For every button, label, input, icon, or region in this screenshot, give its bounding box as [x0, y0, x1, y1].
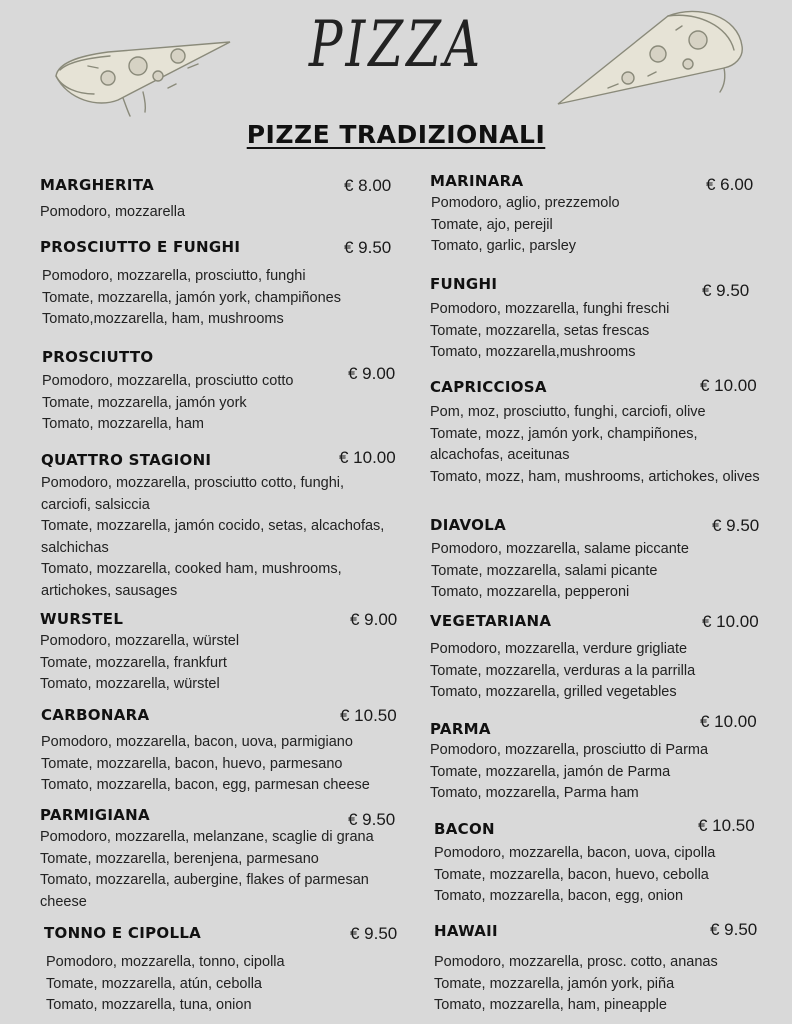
item-price: € 9.50: [702, 281, 750, 300]
item-price: € 9.50: [712, 516, 760, 535]
item-description: Pomodoro, mozzarella, salame piccante Tomate, mozzarella, salami picante Tomato, mozzarella, pepperoni: [431, 541, 689, 600]
item-price: € 9.00: [350, 610, 398, 629]
item-description: Pomodoro, aglio, prezzemolo Tomate, ajo, perejil Tomato, garlic, parsley: [431, 195, 620, 254]
item-name: TONNO E CIPOLLA: [44, 924, 202, 942]
item-price: € 9.50: [344, 238, 392, 257]
item-description: Pomodoro, mozzarella, prosciutto cotto, funghi, carciofi, salsiccia Tomate, mozzarella, jamón cocido, setas, alcachofas, salchichas Tomato, mozzarella, cooked ham, mushrooms, artichokes, sausages: [41, 475, 385, 599]
item-price: € 10.00: [700, 376, 757, 395]
item-name: PARMA: [430, 720, 491, 738]
item-name: CARBONARA: [41, 706, 150, 724]
item-description: Pomodoro, mozzarella, prosciutto cotto Tomate, mozzarella, jamón york Tomato, mozzarella, ham: [42, 373, 294, 432]
item-description: Pomodoro, mozzarella, prosciutto, funghi Tomate, mozzarella, jamón york, champiñones Tomato,mozzarella, ham, mushrooms: [42, 268, 341, 327]
item-price: € 9.50: [348, 810, 396, 829]
item-description: Pomodoro, mozzarella, bacon, uova, parmigiano Tomate, mozzarella, bacon, huevo, parmesano Tomato, mozzarella, bacon, egg, parmesan cheese: [41, 734, 370, 793]
item-price: € 10.00: [700, 712, 757, 731]
item-description: Pomodoro, mozzarella, verdure grigliate Tomate, mozzarella, verduras a la parrilla Tomato, mozzarella, grilled vegetables: [430, 641, 696, 700]
item-name: WURSTEL: [40, 610, 124, 628]
item-price: € 10.50: [698, 816, 755, 835]
item-price: € 9.00: [348, 364, 396, 383]
item-description: Pomodoro, mozzarella, würstel Tomate, mozzarella, frankfurt Tomato, mozzarella, würstel: [40, 633, 240, 692]
item-name: QUATTRO STAGIONI: [41, 451, 212, 469]
item-price: € 9.50: [350, 924, 398, 943]
item-name: MARINARA: [430, 172, 524, 190]
item-name: MARGHERITA: [40, 176, 155, 194]
item-price: € 9.50: [710, 920, 758, 939]
item-price: € 10.50: [340, 706, 397, 725]
item-description: Pomodoro, mozzarella, funghi freschi Tomate, mozzarella, setas frescas Tomato, mozzarella,mushrooms: [430, 301, 670, 360]
item-name: PROSCIUTTO: [42, 348, 154, 366]
menu-title: PIZZA: [308, 8, 484, 82]
item-name: DIAVOLA: [430, 516, 506, 534]
item-description: Pomodoro, mozzarella, prosciutto di Parma Tomate, mozzarella, jamón de Parma Tomato, mozzarella, Parma ham: [430, 742, 709, 801]
item-description: Pomodoro, mozzarella, melanzane, scaglie di grana Tomate, mozzarella, berenjena, parmesano Tomato, mozzarella, aubergine, flakes of parmesan cheese: [40, 829, 374, 910]
item-description: Pomodoro, mozzarella, bacon, uova, cipolla Tomate, mozzarella, bacon, huevo, cebolla Tomato, mozzarella, bacon, egg, onion: [434, 845, 716, 904]
menu-subtitle: PIZZE TRADIZIONALI: [246, 120, 546, 149]
item-price: € 10.00: [702, 612, 759, 631]
item-name: VEGETARIANA: [430, 612, 552, 630]
item-description: Pomodoro, mozzarella, prosc. cotto, ananas Tomate, mozzarella, jamón york, piña Tomato, mozzarella, ham, pineapple: [434, 954, 718, 1013]
item-name: FUNGHI: [430, 275, 498, 293]
item-name: PROSCIUTTO E FUNGHI: [40, 238, 241, 256]
item-price: € 6.00: [706, 175, 754, 194]
item-description: Pom, moz, prosciutto, funghi, carciofi, olive Tomate, mozz, jamón york, champiñones, alcachofas, aceitunas Tomato, mozz, ham, mushrooms, artichokes, olives: [430, 404, 760, 485]
item-name: HAWAII: [434, 922, 498, 940]
item-name: BACON: [434, 820, 495, 838]
item-name: PARMIGIANA: [40, 806, 150, 824]
item-description: Pomodoro, mozzarella, tonno, cipolla Tomate, mozzarella, atún, cebolla Tomato, mozzarella, tuna, onion: [46, 954, 285, 1013]
item-name: CAPRICCIOSA: [430, 378, 547, 396]
item-price: € 10.00: [339, 448, 396, 467]
item-price: € 8.00: [344, 176, 392, 195]
item-description: Pomodoro, mozzarella: [40, 204, 186, 220]
